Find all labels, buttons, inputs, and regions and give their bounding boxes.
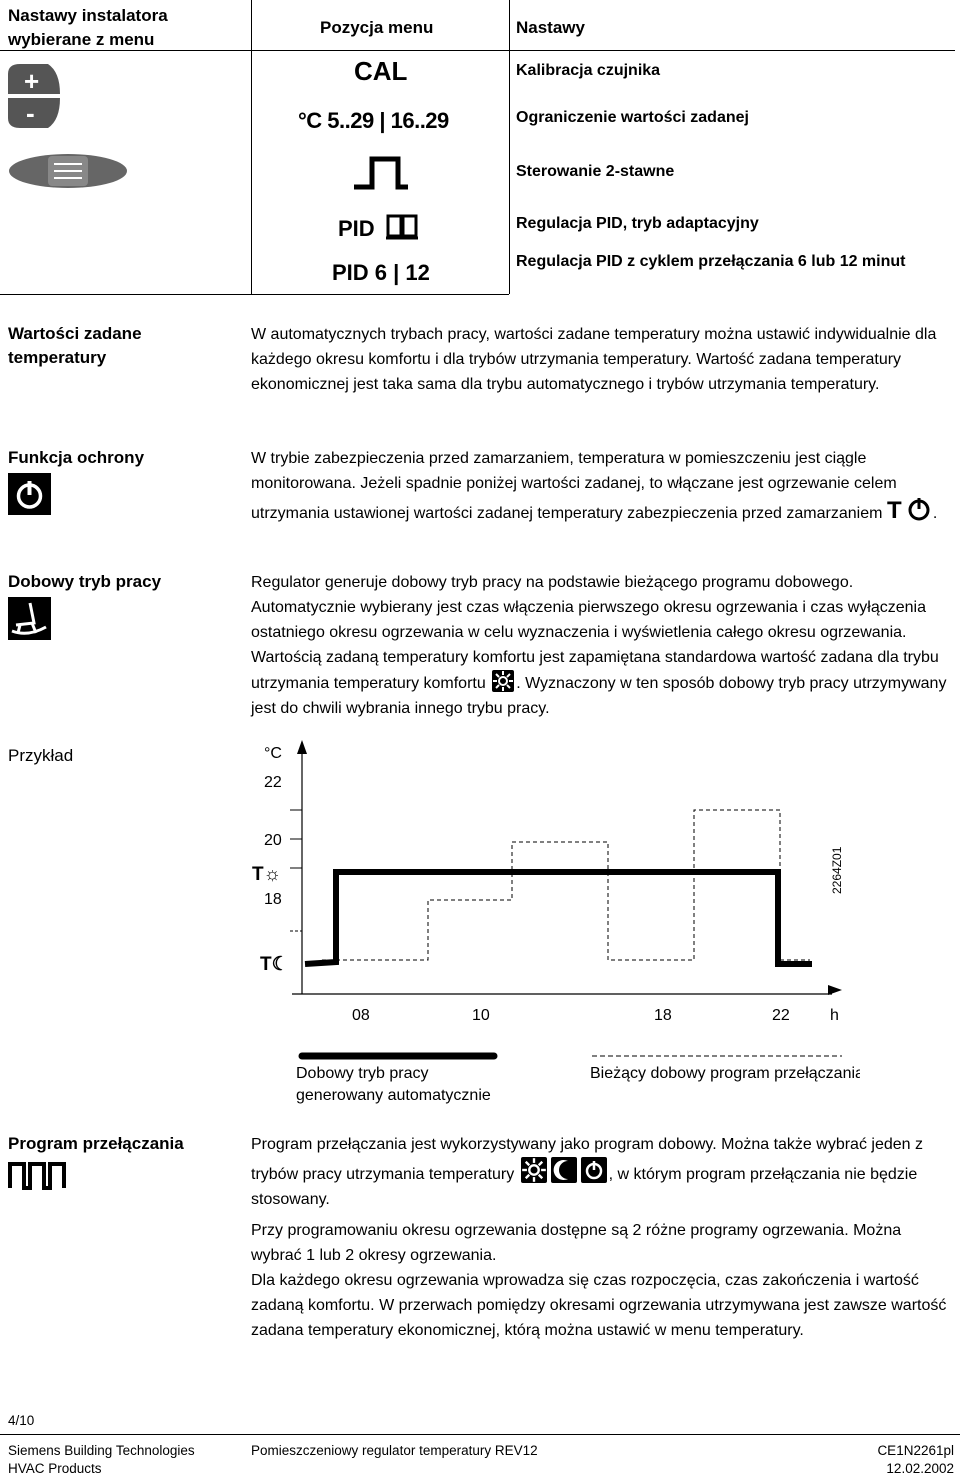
text-protection xyxy=(251,446,951,530)
text-setpoints: W automatycznych trybach pracy, wartości zadane temperatury można ustawić indywidualnie dla każdego okresu komfortu i dla trybów utrzymania temperatury. Wartość zadana temperatury ekonomicznej jest taka sama dla trybu automatycznego i trybów utrzymania temperatury. xyxy=(251,326,937,393)
pid-book-icon xyxy=(386,212,418,245)
x-tick-label: 18 xyxy=(654,1007,672,1024)
menu-button-icon xyxy=(8,153,128,189)
y-axis-arrow xyxy=(297,740,307,754)
setting-two-step: Sterowanie 2-stawne xyxy=(516,163,675,180)
menu-pid: PID xyxy=(338,216,375,241)
economy-symbol-label: T☾ xyxy=(260,954,289,975)
figure-code: 2264Z01 xyxy=(830,846,844,894)
switching-program-line xyxy=(322,810,810,960)
menu-pid-cycle: PID 6 | 12 xyxy=(332,260,430,285)
x-tick-label: 10 xyxy=(472,1007,490,1024)
footer-date: 12.02.2002 xyxy=(886,1461,954,1476)
footer-company-1: Siemens Building Technologies xyxy=(8,1443,195,1458)
plus-minus-buttons-icon xyxy=(8,62,60,130)
text-program-b-span: , w którym program przełączania nie będzie stosowany. xyxy=(251,1166,918,1208)
daily-mode-line xyxy=(305,872,812,964)
col-header-settings: Nastawy xyxy=(516,18,585,37)
table-divider-1 xyxy=(251,0,252,294)
daily-mode-chart xyxy=(250,738,860,1110)
table-divider-2 xyxy=(509,0,510,294)
label-program: Program przełączania xyxy=(8,1134,184,1153)
text-program-c: Przy programowaniu okresu ogrzewania dostępne są 2 różne programy ogrzewania. Można wybrać 1 lub 2 okresy ogrzewania. xyxy=(251,1222,902,1264)
standby-power-icon xyxy=(8,473,51,515)
page-number: 4/10 xyxy=(8,1413,35,1428)
text-program-a xyxy=(251,1132,951,1212)
x-axis-arrow xyxy=(828,985,842,995)
col-header-installer: Nastawy instalatora wybierane z menu xyxy=(8,6,168,49)
y-tick-label: 20 xyxy=(264,832,282,849)
svg-text:T: T xyxy=(886,497,902,522)
setting-limit: Ograniczenie wartości zadanej xyxy=(516,109,749,126)
setting-calibration: Kalibracja czujnika xyxy=(516,62,661,79)
label-setpoints: Wartości zadane temperatury xyxy=(8,324,142,367)
frost-protection-icon xyxy=(887,496,933,530)
legend-dashed-label: Bieżący dobowy program przełączania xyxy=(590,1065,860,1082)
label-protection: Funkcja ochrony xyxy=(8,448,145,467)
x-tick-label: 22 xyxy=(772,1007,790,1024)
menu-cal: CAL xyxy=(354,56,408,86)
legend-solid-label: Dobowy tryb pracy generowany automatycznie xyxy=(296,1065,491,1104)
y-tick-label: 18 xyxy=(264,891,282,908)
two-step-pulse-icon xyxy=(352,155,410,196)
text-daily xyxy=(251,570,951,721)
sun-icon xyxy=(521,1157,547,1183)
label-example: Przykład xyxy=(8,746,74,765)
text-program-d: Dla każdego okresu ogrzewania wprowadza się czas rozpoczęcia, czas zakończenia i wartość zadaną komfortu. W przerwach pomiędzy okresami ogrzewania utrzymywana jest zawsze wartość zadana temperatury ekonomicznej, którą można ustawić w menu temperatury. xyxy=(251,1272,947,1339)
moon-icon xyxy=(551,1157,577,1183)
switching-program-icon xyxy=(8,1160,66,1197)
text-daily-a: Regulator generuje dobowy tryb pracy na podstawie bieżącego programu dobowego. Automatycznie wybierany jest czas włączenia pierwszego okresu ogrzewania i czas wyłączenia ostatniego okresu ogrzewania w celu wyznaczenia i wyświetlenia całego okresu ogrzewania. Wartością zadaną temperatury komfortu jest zapamiętana standardowa wartość zadana dla trybu utrzymania temperatury komfortu xyxy=(251,574,939,692)
label-daily: Dobowy tryb pracy xyxy=(8,572,162,591)
table-bottom-rule-mid xyxy=(251,294,509,295)
y-tick-label: 22 xyxy=(264,774,282,791)
standby-power-icon xyxy=(581,1157,607,1183)
text-program-a-span: Program przełączania jest wykorzystywany jako program dobowy. Można także wybrać jeden z trybów pracy utrzymania temperatury xyxy=(251,1136,923,1183)
text-protection-b: . xyxy=(932,505,938,522)
text-protection-a: W trybie zabezpieczenia przed zamarzaniem, temperatura w pomieszczeniu jest ciągle monitorowana. Jeżeli spadnie poniżej wartości zadanej, to włączane jest ogrzewanie celem utrzymania ustawionej wartości zadanej temperatury zabezpieczenia przed zamarzaniem xyxy=(251,450,897,522)
col-header-menu: Pozycja menu xyxy=(320,18,434,37)
comfort-symbol-label: T☼ xyxy=(252,864,282,885)
svg-text:-: - xyxy=(26,98,35,128)
svg-text:+: + xyxy=(24,66,40,96)
menu-limit: °C 5..29 | 16..29 xyxy=(298,108,449,133)
setting-pid-cycle: Regulacja PID z cyklem przełączania 6 lub 12 minut xyxy=(516,253,906,270)
footer-rule xyxy=(0,1434,960,1435)
footer-doc-code: CE1N2261pl xyxy=(877,1443,954,1458)
y-unit-label: °C xyxy=(264,745,282,762)
setting-pid-adaptive: Regulacja PID, tryb adaptacyjny xyxy=(516,215,759,232)
chair-icon xyxy=(8,597,51,640)
x-unit-label: h xyxy=(830,1007,839,1024)
footer-company-2: HVAC Products xyxy=(8,1461,102,1476)
text-daily-b: . Wyznaczony w ten sposób dobowy tryb pracy utrzymywany jest do chwili wybrania innego trybu pracy. xyxy=(251,675,947,717)
sun-icon xyxy=(492,670,514,692)
x-tick-label: 08 xyxy=(352,1007,370,1024)
footer-product: Pomieszczeniowy regulator temperatury REV12 xyxy=(251,1443,538,1458)
table-bottom-rule-left xyxy=(0,294,251,295)
